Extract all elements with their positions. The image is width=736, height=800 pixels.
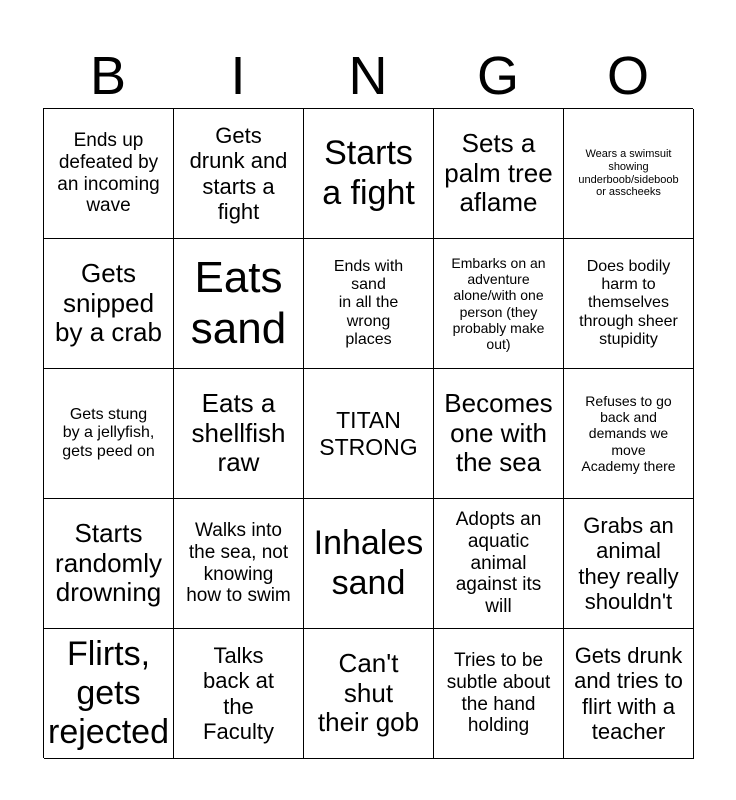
bingo-cell-r5c2[interactable] — [174, 629, 304, 759]
cell-text: Walks into the sea, not knowing how to swim — [186, 519, 291, 607]
bingo-cell-r4c1[interactable] — [44, 499, 174, 629]
cell-text: Flirts, gets rejected — [48, 634, 169, 752]
cell-text: Gets snipped by a crab — [55, 257, 162, 348]
cell-text: Tries to be subtle about the hand holding — [446, 649, 551, 737]
bingo-cell-r4c2[interactable] — [174, 499, 304, 629]
bingo-cell-r5c1[interactable] — [44, 629, 174, 759]
bingo-cell-r4c4[interactable] — [434, 499, 564, 629]
bingo-cell-r3c2[interactable] — [174, 369, 304, 499]
cell-text: Gets drunk and tries to flirt with a teacher — [574, 642, 683, 744]
cell-text: Embarks on an adventure alone/with one person (they probably make out) — [451, 255, 546, 352]
bingo-cell-r1c5[interactable] — [564, 109, 694, 239]
cell-text: Refuses to go back and demands we move Academy there — [581, 393, 676, 474]
free-space-text: TITAN STRONG — [319, 407, 418, 460]
bingo-cell-r3c3[interactable] — [304, 369, 434, 499]
cell-text: Ends with sand in all the wrong places — [333, 257, 404, 349]
bingo-cell-r3c4[interactable] — [434, 369, 564, 499]
cell-text: Inhales sand — [313, 524, 424, 602]
cell-text: Eats a shellfish raw — [191, 387, 286, 478]
cell-text: Grabs an animal they really shouldn't — [578, 512, 679, 614]
cell-text: Eats sand — [190, 252, 287, 353]
header-letter-o: O — [606, 46, 649, 106]
bingo-cell-r4c5[interactable] — [564, 499, 694, 629]
bingo-cell-r1c2[interactable] — [174, 109, 304, 239]
header-letter-n: N — [348, 46, 388, 106]
header-letter-b: B — [89, 46, 127, 106]
bingo-cell-r2c4[interactable] — [434, 239, 564, 369]
header-letter-i: I — [230, 46, 246, 106]
header-letter-g: G — [476, 46, 519, 106]
bingo-cell-r2c3[interactable] — [304, 239, 434, 369]
cell-text: Gets stung by a jellyfish, gets peed on — [62, 405, 155, 460]
bingo-cell-r5c3[interactable] — [304, 629, 434, 759]
cell-text: Starts a fight — [322, 134, 415, 212]
cell-text: Can't shut their gob — [317, 647, 420, 738]
bingo-cell-r2c5[interactable] — [564, 239, 694, 369]
bingo-cell-r3c1[interactable] — [44, 369, 174, 499]
bingo-cell-r1c3[interactable] — [304, 109, 434, 239]
bingo-board — [43, 108, 693, 758]
cell-text: Talks back at the Faculty — [203, 642, 274, 744]
bingo-cell-r3c5[interactable] — [564, 369, 694, 499]
bingo-cell-r2c1[interactable] — [44, 239, 174, 369]
bingo-cell-r1c4[interactable] — [434, 109, 564, 239]
cell-text: Becomes one with the sea — [444, 387, 553, 478]
bingo-cell-r2c2[interactable] — [174, 239, 304, 369]
cell-text: Does bodily harm to themselves through sheer stupidity — [579, 257, 678, 349]
bingo-header — [43, 44, 693, 108]
bingo-cell-r1c1[interactable] — [44, 109, 174, 239]
cell-text: Starts randomly drowning — [55, 517, 162, 608]
cell-text: Adopts an aquatic animal against its will — [455, 508, 542, 618]
bingo-cell-r4c3[interactable] — [304, 499, 434, 629]
cell-text: Gets drunk and starts a fight — [189, 122, 288, 224]
cell-text: Sets a palm tree aflame — [444, 127, 553, 218]
bingo-cell-r5c4[interactable] — [434, 629, 564, 759]
cell-text: Ends up defeated by an incoming wave — [57, 129, 160, 217]
cell-text: Wears a swimsuit showing underboob/sideboob or asscheeks — [578, 148, 679, 199]
bingo-cell-r5c5[interactable] — [564, 629, 694, 759]
